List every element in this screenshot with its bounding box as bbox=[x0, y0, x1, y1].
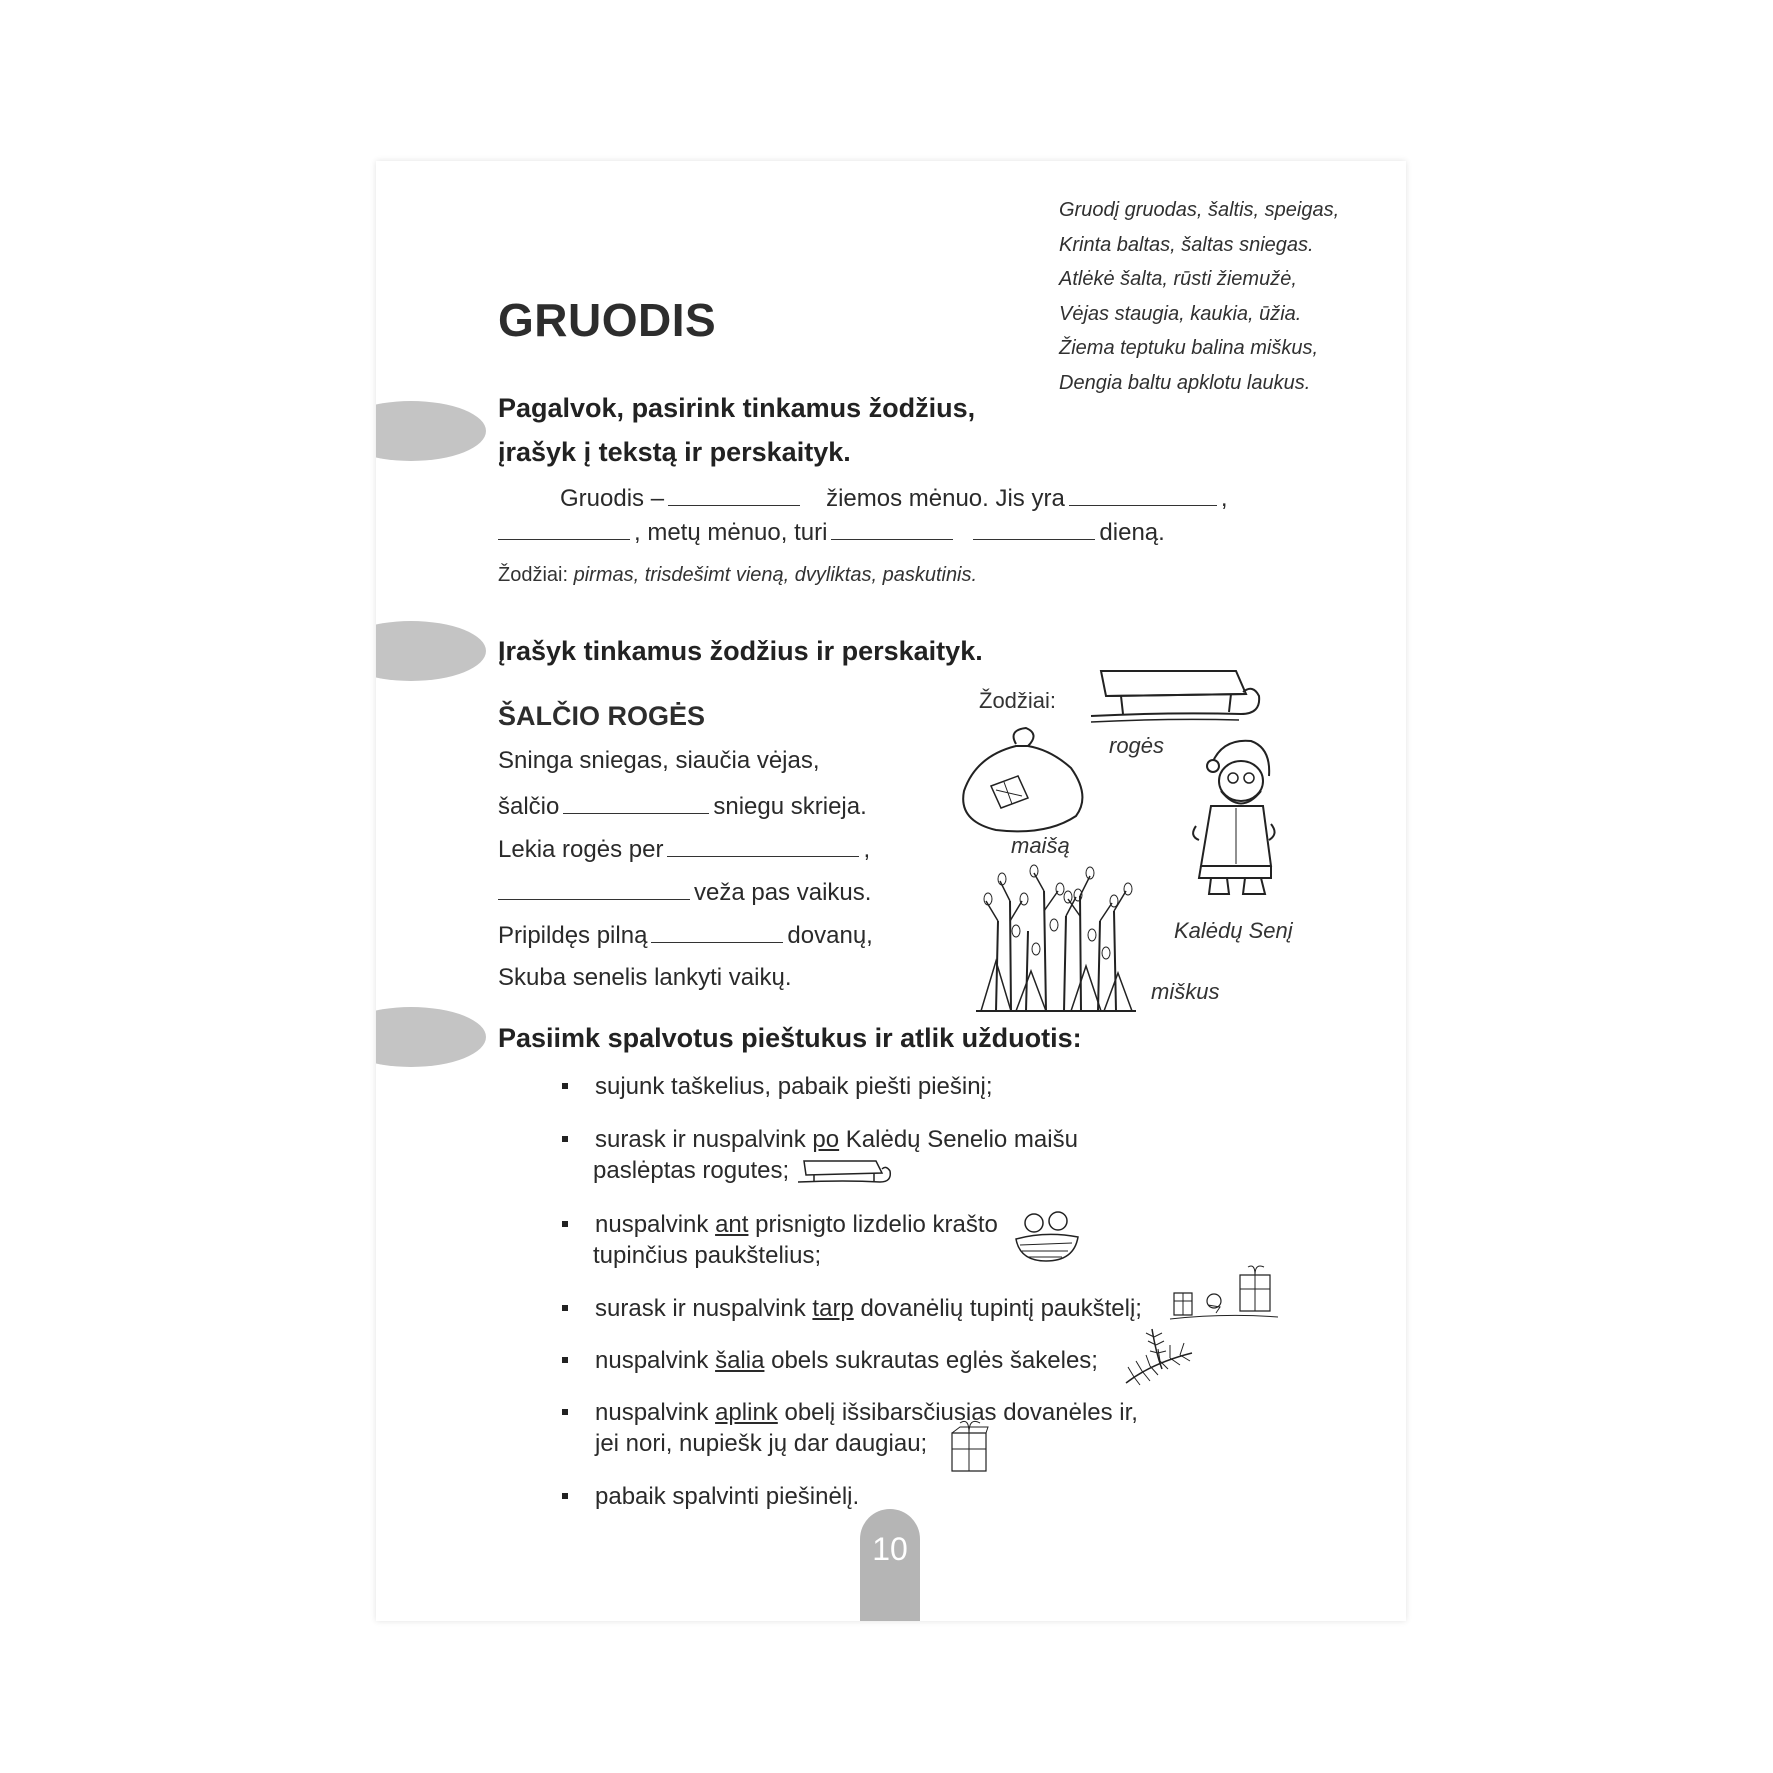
task2-line1: Sninga sniegas, siaučia vėjas, bbox=[498, 747, 820, 774]
item-text: surask ir nuspalvink bbox=[595, 1126, 806, 1153]
item-keyword: po bbox=[812, 1126, 840, 1153]
text: žiemos mėnuo. Jis yra bbox=[826, 485, 1065, 512]
fir-branch-icon bbox=[1122, 1323, 1197, 1388]
item-text: nuspalvink bbox=[595, 1210, 709, 1238]
fill-blank[interactable] bbox=[498, 517, 630, 540]
fill-blank[interactable] bbox=[831, 517, 953, 540]
task2-line2 bbox=[498, 791, 867, 821]
list-item bbox=[562, 1481, 1262, 1512]
item-keyword: aplink bbox=[715, 1398, 778, 1426]
text: , bbox=[863, 836, 871, 863]
task2-heading: Įrašyk tinkamus žodžius ir perskaityk. bbox=[498, 636, 983, 666]
text: dovanų, bbox=[787, 922, 873, 949]
sled-caption: rogės bbox=[1109, 733, 1165, 758]
list-item bbox=[562, 1345, 1262, 1376]
page-number-tab bbox=[860, 1509, 920, 1621]
bullet bbox=[562, 1357, 568, 1363]
item-text: jei nori, nupiešk jų dar daugiau; bbox=[595, 1429, 928, 1457]
sled-icon bbox=[796, 1157, 896, 1187]
gift-icon bbox=[948, 1415, 993, 1475]
poem-line: Dengia baltu apklotu laukus. bbox=[1059, 371, 1311, 394]
task2-line4 bbox=[498, 877, 871, 907]
section-tab-2 bbox=[376, 621, 486, 681]
task2-line6: Skuba senelis lankyti vaikų. bbox=[498, 964, 792, 991]
text: Pripildęs pilną bbox=[498, 922, 648, 949]
list-item bbox=[562, 1293, 1262, 1324]
item-text: paslėptas rogutes; bbox=[593, 1157, 790, 1184]
gifts-icon bbox=[1170, 1261, 1280, 1323]
item-text: pabaik spalvinti piešinėlį. bbox=[595, 1482, 860, 1510]
bag-icon bbox=[956, 726, 1091, 836]
task3-list bbox=[562, 1071, 1262, 1512]
task3-heading: Pasiimk spalvotus pieštukus ir atlik užduotis: bbox=[498, 1023, 1082, 1053]
poem-line: Vėjas staugia, kaukia, ūžia. bbox=[1059, 302, 1302, 325]
bullet bbox=[562, 1221, 568, 1227]
list-item bbox=[562, 1071, 1262, 1102]
forest-caption: miškus bbox=[1151, 979, 1220, 1004]
task2-poem-title: ŠALČIO ROGĖS bbox=[498, 701, 706, 731]
item-text: sujunk taškelius, pabaik piešti piešinį; bbox=[595, 1073, 993, 1100]
item-text: nuspalvink bbox=[595, 1346, 709, 1374]
text: , metų mėnuo, turi bbox=[634, 519, 828, 546]
item-keyword: šalia bbox=[715, 1346, 765, 1374]
fill-blank[interactable] bbox=[667, 834, 859, 857]
workbook-page bbox=[376, 161, 1406, 1621]
bullet bbox=[562, 1305, 568, 1311]
fill-blank[interactable] bbox=[651, 920, 783, 943]
text: , bbox=[1220, 485, 1228, 512]
item-text: surask ir nuspalvink bbox=[595, 1294, 806, 1322]
words-label: Žodžiai: bbox=[498, 564, 569, 586]
text: sniegu skrieja. bbox=[713, 793, 867, 820]
bullet bbox=[562, 1136, 568, 1142]
poem-line: Žiema teptuku balina miškus, bbox=[1059, 337, 1319, 359]
section-tab-1 bbox=[376, 401, 486, 461]
fill-blank[interactable] bbox=[668, 483, 800, 506]
list-item bbox=[562, 1209, 1262, 1271]
task2-words-label: Žodžiai: bbox=[979, 688, 1057, 713]
bag-caption: maišą bbox=[1011, 833, 1070, 858]
list-item bbox=[562, 1124, 1262, 1187]
task1-text-line1 bbox=[560, 483, 1227, 513]
bullet bbox=[562, 1493, 568, 1499]
item-text: obelį išsibarsčiusias dovanėles ir, bbox=[784, 1398, 1138, 1426]
task1-text-line2 bbox=[498, 517, 1165, 547]
item-text: dovanėlių tupintį paukštelį; bbox=[860, 1294, 1142, 1322]
bullet bbox=[562, 1409, 568, 1415]
task2-line5 bbox=[498, 920, 873, 950]
poem-line: Atlėkė šalta, rūsti žiemužė, bbox=[1059, 268, 1297, 290]
fill-blank[interactable] bbox=[973, 517, 1095, 540]
santa-icon bbox=[1181, 736, 1281, 901]
fill-blank[interactable] bbox=[563, 791, 709, 814]
text: Gruodis – bbox=[560, 485, 665, 512]
intro-poem bbox=[1059, 193, 1339, 400]
santa-caption: Kalėdų Senį bbox=[1174, 918, 1293, 943]
sled-icon bbox=[1091, 666, 1266, 731]
task1-heading-line1: Pagalvok, pasirink tinkamus žodžius, bbox=[498, 393, 976, 423]
item-text: nuspalvink bbox=[595, 1398, 709, 1426]
list-item bbox=[562, 1397, 1262, 1459]
text: veža pas vaikus. bbox=[694, 879, 872, 906]
words-list: pirmas, trisdešimt vieną, dvyliktas, paskutinis. bbox=[573, 564, 978, 586]
nest-icon bbox=[1012, 1205, 1082, 1265]
item-text: tupinčius paukštelius; bbox=[593, 1241, 822, 1269]
poem-line: Gruodį gruodas, šaltis, speigas, bbox=[1059, 199, 1340, 221]
text: dieną. bbox=[1099, 519, 1165, 546]
item-keyword: ant bbox=[715, 1210, 749, 1238]
bullet bbox=[562, 1083, 568, 1089]
forest-icon bbox=[976, 861, 1136, 1011]
text: Lekia rogės per bbox=[498, 836, 664, 863]
fill-blank[interactable] bbox=[1069, 483, 1217, 506]
item-text: Kalėdų Senelio maišu bbox=[845, 1126, 1078, 1153]
fill-blank[interactable] bbox=[498, 877, 690, 900]
poem-line: Krinta baltas, šaltas sniegas. bbox=[1059, 233, 1314, 256]
item-text: prisnigto lizdelio krašto bbox=[755, 1210, 998, 1238]
task1-words bbox=[498, 564, 977, 587]
text: šalčio bbox=[498, 793, 560, 820]
section-tab-3 bbox=[376, 1007, 486, 1067]
task1-heading-line2: įrašyk į tekstą ir perskaityk. bbox=[498, 437, 851, 467]
task2-line3 bbox=[498, 834, 870, 864]
item-keyword: tarp bbox=[812, 1294, 854, 1322]
page-number: 10 bbox=[872, 1531, 908, 1567]
page-title: GRUODIS bbox=[498, 294, 717, 346]
item-text: obels sukrautas eglės šakeles; bbox=[771, 1346, 1098, 1374]
